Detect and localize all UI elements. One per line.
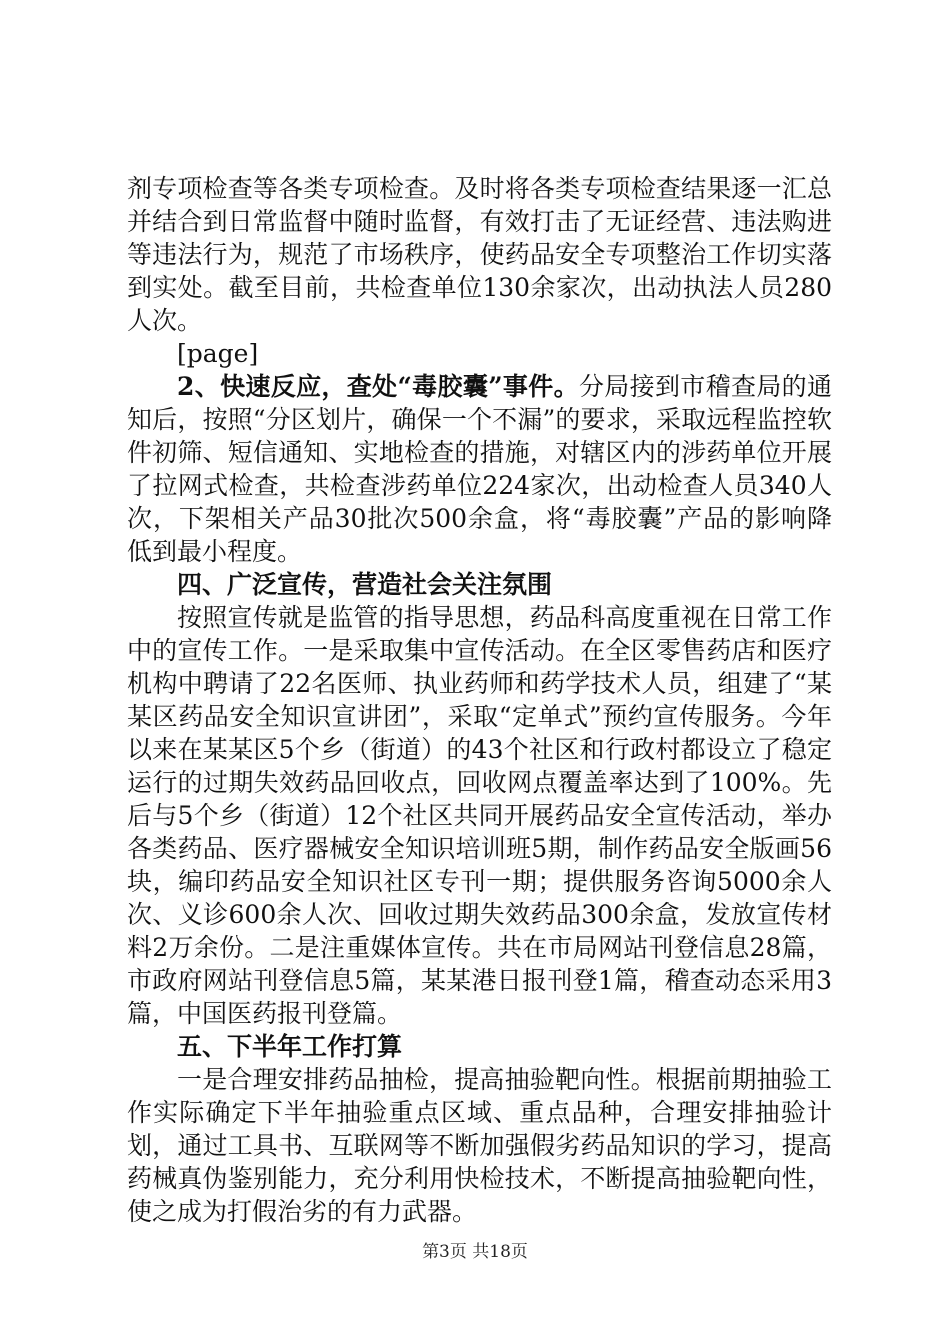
- document-body: [127, 172, 832, 1228]
- section-heading-toxic-capsule: 2、快速反应，查处“毒胶囊”事件。: [177, 372, 579, 401]
- paragraph-toxic-capsule: [127, 370, 832, 568]
- heading-publicity: 四、广泛宣传，营造社会关注氛围: [177, 570, 553, 599]
- section-body-toxic-capsule: 分局接到市稽查局的通知后，按照“分区划片，确保一个不漏”的要求，采取远程监控软件初筛、短信通知、实地检查的措施，对辖区内的涉药单位开展了拉网式检查，共检查涉药单位224家次，出动检查人员340人次，下架相关产品30批次500余盒，将“毒胶囊”产品的影响降低到最小程度。: [127, 372, 832, 566]
- paragraph-publicity: 按照宣传就是监管的指导思想，药品科高度重视在日常工作中的宣传工作。一是采取集中宣传活动。在全区零售药店和医疗机构中聘请了22名医师、执业药师和药学技术人员，组建了“某某区药品安全知识宣讲团”，采取“定单式”预约宣传服务。今年以来在某某区5个乡（街道）的43个社区和行政村都设立了稳定运行的过期失效药品回收点，回收网点覆盖率达到了100%。先后与5个乡（街道）12个社区共同开展药品安全宣传活动，举办各类药品、医疗器械安全知识培训班5期，制作药品安全版画56块，编印药品安全知识社区专刊一期；提供服务咨询5000余人次、义诊600余人次、回收过期失效药品300余盒，发放宣传材料2万余份。二是注重媒体宣传。共在市局网站刊登信息28篇，市政府网站刊登信息5篇，某某港日报刊登1篇，稽查动态采用3篇，中国医药报刊登篇。: [127, 603, 832, 1028]
- page-number-footer: 第3页 共18页: [422, 1242, 528, 1262]
- paragraph-second-half-plan: 一是合理安排药品抽检，提高抽验靶向性。根据前期抽验工作实际确定下半年抽验重点区域、重点品种，合理安排抽验计划，通过工具书、互联网等不断加强假劣药品知识的学习，提高药械真伪鉴别能力，充分利用快检技术，不断提高抽验靶向性，使之成为打假治劣的有力武器。: [127, 1065, 832, 1226]
- heading-second-half-plan: 五、下半年工作打算: [177, 1032, 403, 1061]
- paragraph-inspection-summary: 剂专项检查等各类专项检查。及时将各类专项检查结果逐一汇总并结合到日常监督中随时监督，有效打击了无证经营、违法购进等违法行为，规范了市场秩序，使药品安全专项整治工作切实落到实处。截至目前，共检查单位130余家次，出动执法人员280人次。: [127, 174, 832, 335]
- page-marker: [page]: [177, 339, 259, 368]
